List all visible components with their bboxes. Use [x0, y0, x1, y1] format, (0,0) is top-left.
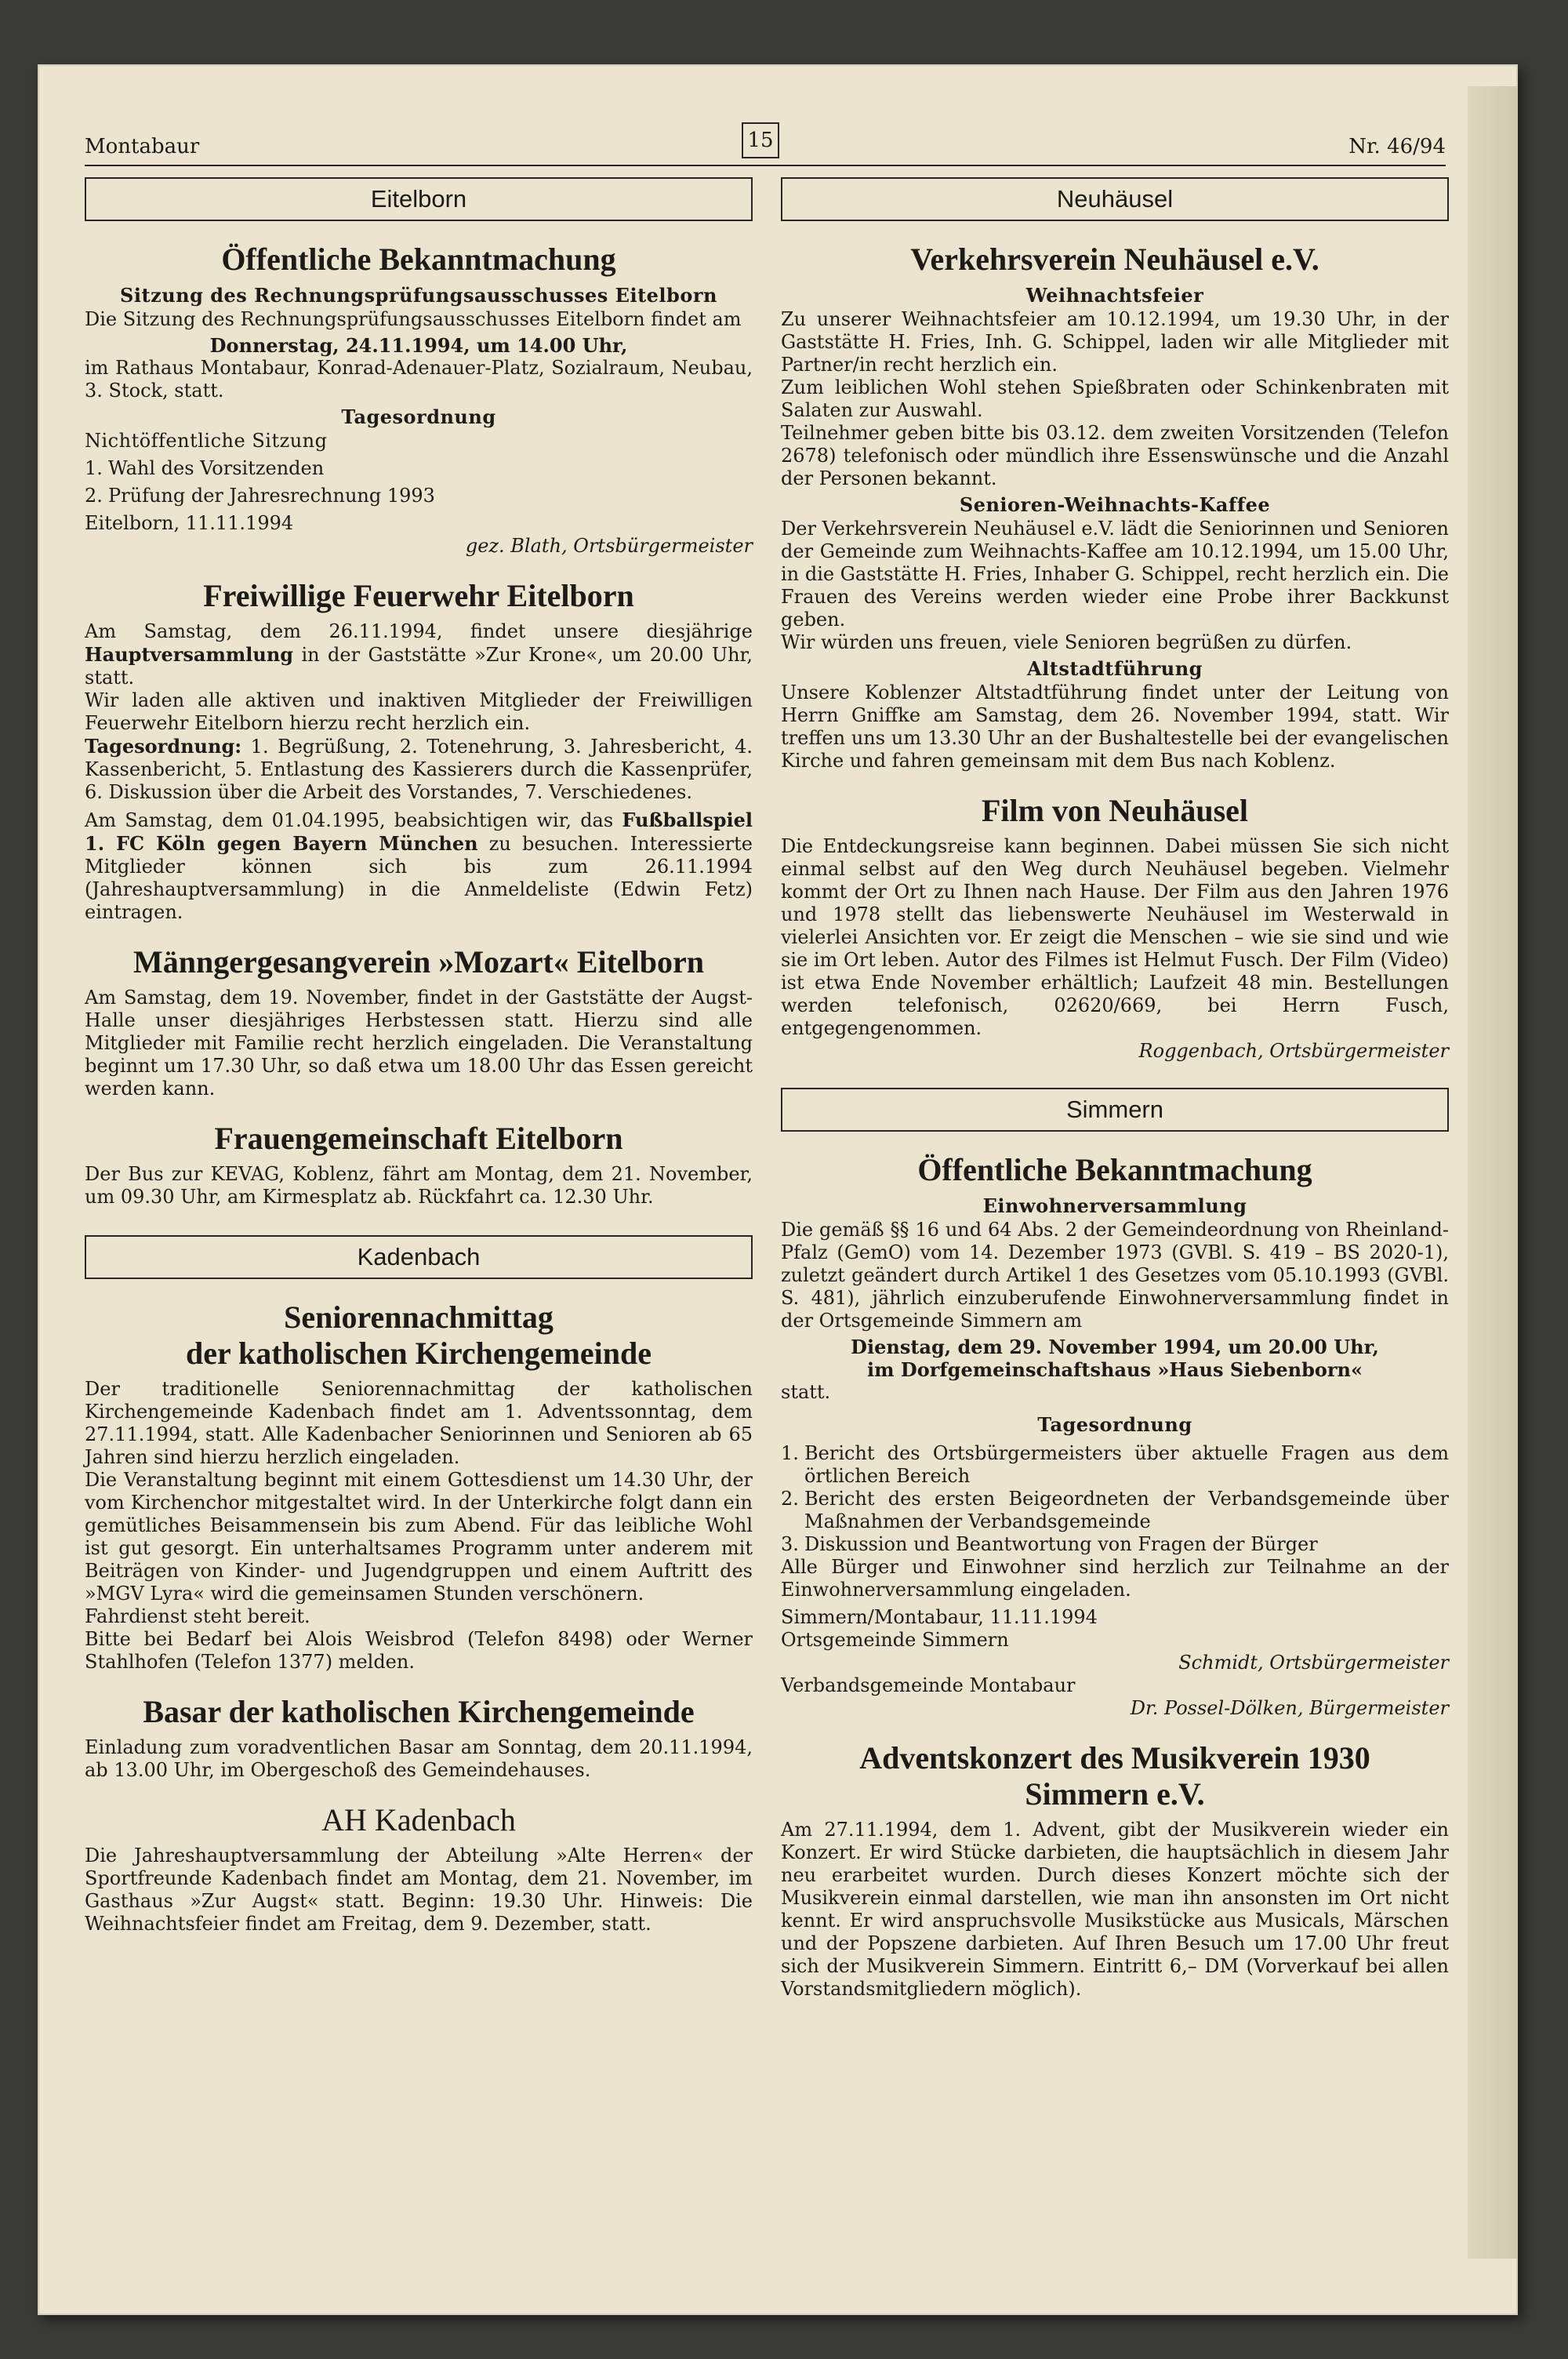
film-signature: Roggenbach, Ortsbürgermeister	[1138, 1040, 1449, 1062]
eitelborn-closed-session: Nichtöffentliche Sitzung	[85, 430, 328, 452]
feuerwehr-agenda: Tagesordnung: 1. Begrüßung, 2. Totenehrung, 3. Jahresbericht, 4. Kassenbericht, 5. Entlastung des Kassierers durch die Kassenprüfer, 6. Diskussion über die Arbeit des Vorstandes, 7. Verschiedenes.	[85, 735, 753, 803]
running-header	[85, 118, 1446, 166]
senioren-title: Seniorennachmittag der katholischen Kirchengemeinde	[185, 1299, 652, 1371]
header-town: Montabaur	[85, 135, 200, 158]
basar-title: Basar der katholischen Kirchengemeinde	[143, 1694, 695, 1729]
eitelborn-notice-date: Donnerstag, 24.11.1994, um 14.00 Uhr,	[209, 334, 628, 357]
simmern-org-2: Verbandsgemeinde Montabaur	[781, 1674, 1076, 1696]
eitelborn-notice-subtitle: Sitzung des Rechnungsprüfungsausschusses Eitelborn	[120, 284, 717, 307]
left-column	[85, 168, 753, 1936]
konzert-title: Adventskonzert des Musikverein 1930 Simmern e.V.	[859, 1740, 1370, 1812]
eitelborn-agenda-heading: Tagesordnung	[341, 405, 496, 428]
senioren-text-3: Fahrdienst steht bereit.	[85, 1605, 310, 1627]
konzert-text: Am 27.11.1994, dem 1. Advent, gibt der Musikverein wieder ein Konzert. Er wird Stücke darbieten, die hauptsächlich in diesem Jahr neu erarbeitet wurden. Durch dieses Konzert möchte sich der Musikverein einmal darstellen, wie man ihn ansonsten im Ort nicht kennt. Er wird anspruchsvolle Musikstücke aus Musicals, Märschen und der Popszene darbieten. Auf Ihren Besuch um 17.00 Uhr freut sich der Musikverein Simmern. Eintritt 6,– DM (Vorverkauf bei allen Vorstandsmitgliedern möglich).	[781, 1819, 1449, 2000]
simmern-signature-1: Schmidt, Ortsbürgermeister	[1178, 1652, 1449, 1674]
simmern-notice-date: Dienstag, dem 29. November 1994, um 20.00 Uhr,	[851, 1336, 1379, 1358]
verkehrsverein-title: Verkehrsverein Neuhäusel e.V.	[910, 242, 1319, 277]
section-kadenbach: Kadenbach	[85, 1235, 753, 1279]
eitelborn-notice-location: im Rathaus Montabaur, Konrad-Adenauer-Platz, Sozialraum, Neubau, 3. Stock, statt.	[85, 357, 753, 402]
agenda-item: 1. Wahl des Vorsitzenden	[85, 457, 325, 479]
ah-title: AH Kadenbach	[321, 1802, 516, 1837]
verkehrsverein-text-6: Unsere Koblenzer Altstadtführung findet unter der Leitung von Herrn Gniffke am Samstag, dem 26. November 1994, statt. Wir treffen uns um 13.30 Uhr an der Bushaltestelle bei der evangelischen Kirche und fahren gemeinsam mit dem Bus nach Koblenz.	[781, 682, 1449, 772]
film-title: Film von Neuhäusel	[981, 793, 1249, 828]
eitelborn-notice-text: Die Sitzung des Rechnungsprüfungsausschusses Eitelborn findet am	[85, 308, 742, 330]
simmern-notice-statt: statt.	[781, 1381, 831, 1403]
frauen-text: Der Bus zur KEVAG, Koblenz, fährt am Montag, dem 21. November, um 09.30 Uhr, am Kirmesplatz ab. Rückfahrt ca. 12.30 Uhr.	[85, 1163, 753, 1208]
feuerwehr-title: Freiwillige Feuerwehr Eitelborn	[203, 578, 634, 613]
feuerwehr-text-3: Am Samstag, dem 01.04.1995, beabsichtigen wir, das Fußballspiel 1. FC Köln gegen Bayern München zu besuchen. Interessierte Mitglieder können sich bis zum 26.11.1994 (Jahreshauptversammlung) in die Anmeldeliste (Edwin Fetz) eintragen.	[85, 809, 753, 923]
simmern-notice-text: Die gemäß §§ 16 und 64 Abs. 2 der Gemeindeordnung von Rheinland-Pfalz (GemO) vom 14. Dezember 1973 (GVBl. S. 419 – BS 2020-1), zuletzt geändert durch Artikel 1 des Gesetzes vom 05.10.1993 (GVBl. S. 481), jährlich einzuberufende Einwohnerversammlung findet in der Ortsgemeinde Simmern am	[781, 1219, 1449, 1332]
verkehrsverein-text-4: Der Verkehrsverein Neuhäusel e.V. lädt die Seniorinnen und Senioren der Gemeinde zum Weihnachts-Kaffee am 10.12.1994, um 15.00 Uhr, in die Gaststätte H. Fries, Inhaber G. Schippel, recht herzlich ein. Die Frauen des Vereins werden wieder eine Probe ihrer Backkunst geben.	[781, 518, 1449, 631]
simmern-notice-venue: im Dorfgemeinschaftshaus »Haus Siebenborn«	[867, 1358, 1363, 1381]
simmern-org-1: Ortsgemeinde Simmern	[781, 1629, 1009, 1651]
eitelborn-notice-title: Öffentliche Bekanntmachung	[221, 242, 616, 277]
weihnachtsfeier-heading: Weihnachtsfeier	[1025, 284, 1204, 307]
section-simmern: Simmern	[781, 1088, 1449, 1132]
simmern-invitation: Alle Bürger und Einwohner sind herzlich zur Teilnahme an der Einwohnerversammlung eingeladen.	[781, 1556, 1449, 1601]
agenda-item: 1. Bericht des Ortsbürgermeisters über aktuelle Fragen aus dem örtlichen Bereich	[781, 1442, 1449, 1487]
frauen-title: Frauengemeinschaft Eitelborn	[214, 1121, 623, 1156]
right-column	[781, 168, 1449, 2001]
basar-text: Einladung zum voradventlichen Basar am Sonntag, dem 20.11.1994, ab 13.00 Uhr, im Obergeschoß des Gemeindehauses.	[85, 1736, 753, 1781]
mozart-title: Männgergesangverein »Mozart« Eitelborn	[132, 944, 705, 980]
section-eitelborn: Eitelborn	[85, 177, 753, 221]
senioren-text-2: Die Veranstaltung beginnt mit einem Gottesdienst um 14.30 Uhr, der vom Kirchenchor mitgestaltet wird. In der Unterkirche folgt dann ein gemütliches Beisammensein bis zum Abend. Für das leibliche Wohl ist gut gesorgt. Ein unterhaltsames Programm unter anderem mit Beiträgen von Kinder- und Jugendgruppen und einem Auftritt des »MGV Lyra« wird die gemeinsamen Stunden verschönern.	[85, 1469, 753, 1605]
senioren-kaffee-heading: Senioren-Weihnachts-Kaffee	[959, 493, 1271, 516]
section-neuhaeusel: Neuhäusel	[781, 177, 1449, 221]
eitelborn-signature: gez. Blath, Ortsbürgermeister	[465, 535, 753, 557]
verkehrsverein-text-3: Teilnehmer geben bitte bis 03.12. dem zweiten Vorsitzenden (Telefon 2678) telefonisch oder mündlich ihre Essenswünsche und die Anzahl der Personen bekannt.	[781, 422, 1449, 489]
ah-text: Die Jahreshauptversammlung der Abteilung »Alte Herren« der Sportfreunde Kadenbach findet am Montag, dem 21. November, im Gasthaus »Zur Augst« statt. Beginn: 19.30 Uhr. Hinweis: Die Weihnachtsfeier findet am Freitag, dem 9. Dezember, statt.	[85, 1845, 753, 1935]
altstadtfuehrung-heading: Altstadtführung	[1027, 657, 1203, 680]
issue-number: Nr. 46/94	[1348, 135, 1446, 158]
agenda-item: 2. Bericht des ersten Beigeordneten der Verbandsgemeinde über Maßnahmen der Verbandsgemeinde	[781, 1488, 1449, 1532]
simmern-notice-subtitle: Einwohnerversammlung	[982, 1194, 1247, 1217]
senioren-text-1: Der traditionelle Seniorennachmittag der katholischen Kirchengemeinde Kadenbach findet am 1. Adventssonntag, dem 27.11.1994, statt. Alle Kadenbacher Seniorinnen und Senioren ab 65 Jahren sind hierzu herzlich eingeladen.	[85, 1378, 753, 1468]
simmern-place-date: Simmern/Montabaur, 11.11.1994	[781, 1606, 1098, 1628]
verkehrsverein-text-2: Zum leiblichen Wohl stehen Spießbraten oder Schinkenbraten mit Salaten zur Auswahl.	[781, 376, 1449, 421]
agenda-item: 2. Prüfung der Jahresrechnung 1993	[85, 485, 435, 507]
simmern-notice-title: Öffentliche Bekanntmachung	[917, 1152, 1312, 1187]
mozart-text: Am Samstag, dem 19. November, findet in der Gaststätte der Augst-Halle unser diesjähriges Herbstessen statt. Hierzu sind alle Mitglieder mit Familie recht herzlich eingeladen. Die Veranstaltung beginnt um 17.30 Uhr, so daß etwa um 18.00 Uhr das Essen gereicht werden kann.	[85, 987, 753, 1100]
simmern-agenda-heading: Tagesordnung	[1037, 1413, 1192, 1436]
eitelborn-place-date: Eitelborn, 11.11.1994	[85, 512, 294, 534]
page-edge	[1468, 86, 1518, 2259]
feuerwehr-text-1: Am Samstag, dem 26.11.1994, findet unsere diesjährige Hauptversammlung in der Gaststätte »Zur Krone«, um 20.00 Uhr, statt.	[85, 620, 753, 689]
senioren-text-4: Bitte bei Bedarf bei Alois Weisbrod (Telefon 8498) oder Werner Stahlhofen (Telefon 1377) melden.	[85, 1628, 753, 1673]
film-text: Die Entdeckungsreise kann beginnen. Dabei müssen Sie sich nicht einmal selbst auf den Weg durch Neuhäusel begeben. Vielmehr kommt der Ort zu Ihnen nach Hause. Der Film aus den Jahren 1976 und 1978 stellt das liebenswerte Neuhäusel im Westerwald in vielerlei Ansichten vor. Er zeigt die Menschen – wie sie sind und wie sie im Ort leben. Autor des Filmes ist Helmut Fusch. Der Film (Video) ist etwa Ende November erhältlich; Laufzeit 48 min. Bestellungen werden telefonisch, 02620/669, bei Herrn Fusch, entgegengenommen.	[781, 835, 1449, 1039]
page-number: 15	[742, 122, 779, 158]
simmern-signature-2: Dr. Possel-Dölken, Bürgermeister	[1130, 1697, 1449, 1719]
agenda-item: 3. Diskussion und Beantwortung von Fragen der Bürger	[781, 1533, 1318, 1555]
verkehrsverein-text-5: Wir würden uns freuen, viele Senioren begrüßen zu dürfen.	[781, 631, 1352, 653]
verkehrsverein-text-1: Zu unserer Weihnachtsfeier am 10.12.1994, um 19.30 Uhr, in der Gaststätte H. Fries, Inh. G. Schippel, laden wir alle Mitglieder mit Partner/in recht herzlich ein.	[781, 308, 1449, 376]
feuerwehr-text-2: Wir laden alle aktiven und inaktiven Mitglieder der Freiwilligen Feuerwehr Eitelborn hierzu recht herzlich ein.	[85, 689, 753, 734]
